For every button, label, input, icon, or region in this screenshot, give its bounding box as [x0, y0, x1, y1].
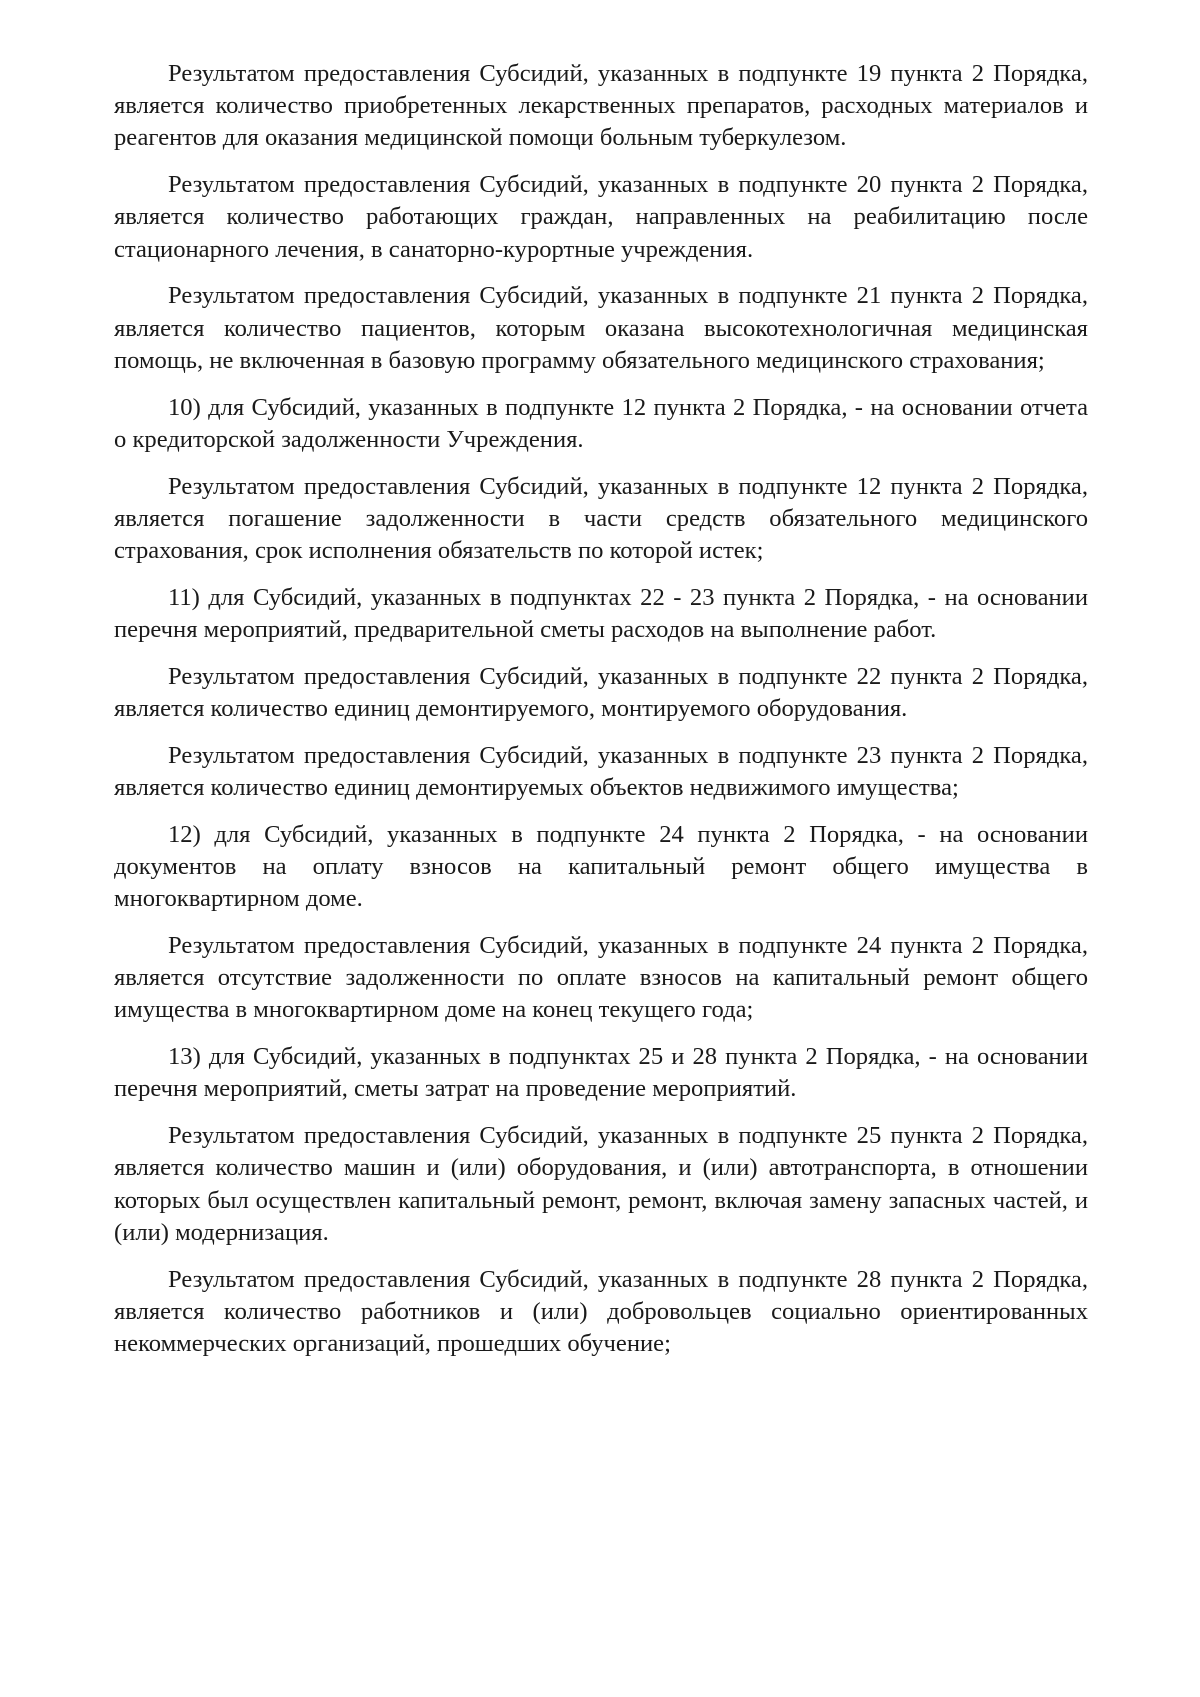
- paragraph-subsidy-result-19: Результатом предоставления Субсидий, указанных в подпункте 19 пункта 2 Порядка, является количество приобретенных лекарственных препаратов, расходных материалов и реагентов для оказания медицинской помощи больным туберкулезом.: [114, 60, 1088, 152]
- paragraph-subsidy-result-22: Результатом предоставления Субсидий, указанных в подпункте 22 пункта 2 Порядка, является количество единиц демонтируемого, монтируемого оборудования.: [114, 662, 1088, 723]
- paragraph-subsidy-result-21: Результатом предоставления Субсидий, указанных в подпункте 21 пункта 2 Порядка, является количество пациентов, которым оказана высокотехнологичная медицинская помощь, не включенная в базовую программу обязательного медицинского страхования;: [114, 282, 1088, 374]
- paragraph-subsidy-result-23: Результатом предоставления Субсидий, указанных в подпункте 23 пункта 2 Порядка, является количество единиц демонтируемых объектов недвижимого имущества;: [114, 741, 1088, 802]
- paragraph-item-11: 11) для Субсидий, указанных в подпунктах 22 - 23 пункта 2 Порядка, - на основании перечня мероприятий, предварительной сметы расходов на выполнение работ.: [114, 583, 1088, 644]
- paragraph-item-13: 13) для Субсидий, указанных в подпунктах 25 и 28 пункта 2 Порядка, - на основании перечня мероприятий, сметы затрат на проведение мероприятий.: [114, 1043, 1088, 1103]
- document-page: [114, 58, 1088, 1375]
- paragraph-subsidy-result-24: Результатом предоставления Субсидий, указанных в подпункте 24 пункта 2 Порядка, является отсутствие задолженности по оплате взносов на капитальный ремонт общего имущества в многоквартирном доме на конец текущего года;: [114, 932, 1088, 1024]
- paragraph-item-12: 12) для Субсидий, указанных в подпункте 24 пункта 2 Порядка, - на основании документов на оплату взносов на капитальный ремонт общего имущества в многоквартирном доме.: [114, 820, 1088, 913]
- paragraph-item-10: 10) для Субсидий, указанных в подпункте 12 пункта 2 Порядка, - на основании отчета о кредиторской задолженности Учреждения.: [114, 393, 1088, 453]
- paragraph-subsidy-result-20: Результатом предоставления Субсидий, указанных в подпункте 20 пункта 2 Порядка, является количество работающих граждан, направленных на реабилитацию после стационарного лечения, в санаторно-курортные учреждения.: [114, 171, 1088, 263]
- paragraph-subsidy-result-28: Результатом предоставления Субсидий, указанных в подпункте 28 пункта 2 Порядка, является количество работников и (или) добровольцев социально ориентированных некоммерческих организаций, прошедших обучение;: [114, 1265, 1088, 1358]
- paragraph-subsidy-result-12: Результатом предоставления Субсидий, указанных в подпункте 12 пункта 2 Порядка, является погашение задолженности в части средств обязательного медицинского страхования, срок исполнения обязательств по которой истек;: [114, 472, 1088, 565]
- paragraph-subsidy-result-25: Результатом предоставления Субсидий, указанных в подпункте 25 пункта 2 Порядка, является количество машин и (или) оборудования, и (или) автотранспорта, в отношении которых был осуществлен капитальный ремонт, ремонт, включая замену запасных частей, и (или) модернизация.: [114, 1122, 1088, 1246]
